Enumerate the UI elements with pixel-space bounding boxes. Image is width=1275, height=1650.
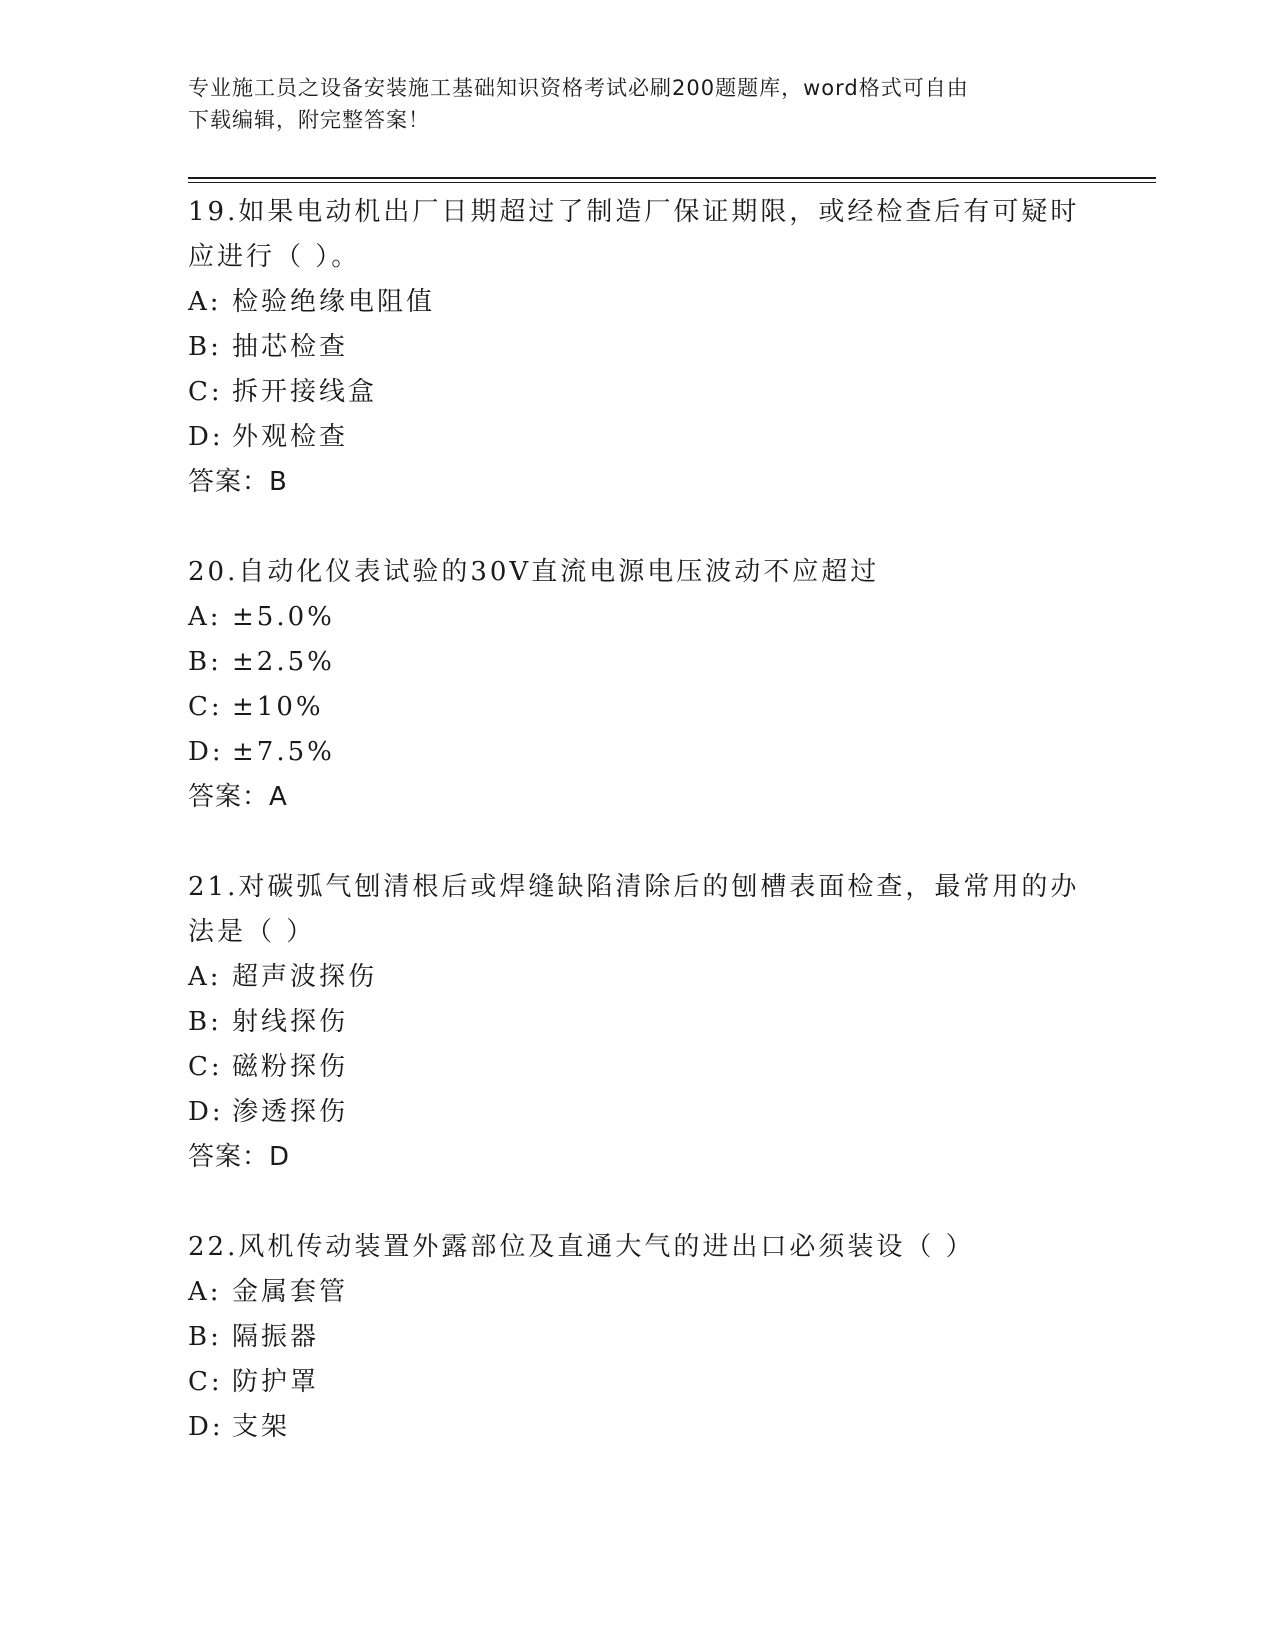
option-b — [188, 1315, 1088, 1360]
question-list — [188, 190, 1088, 1496]
question-stem-line-2: 法是（ ） — [188, 917, 316, 947]
option-d — [188, 730, 1088, 775]
option-text: ±2.5% — [232, 647, 335, 677]
option-text: ±10% — [232, 692, 324, 722]
option-letter: B: — [188, 1322, 222, 1352]
question-stem-line-1: 22.风机传动装置外露部位及直通大气的进出口必须装设（ ） — [188, 1232, 975, 1262]
option-letter: C: — [188, 377, 223, 407]
answer-line: 答案：D — [188, 1142, 291, 1172]
option-text: ±5.0% — [232, 602, 335, 632]
option-letter: C: — [188, 1367, 223, 1397]
option-text: 检验绝缘电阻值 — [232, 287, 436, 317]
option-text: 金属套管 — [232, 1277, 349, 1307]
option-text: 外观检查 — [232, 422, 349, 452]
intro-line-2: 下载编辑，附完整答案！ — [188, 108, 430, 132]
option-text: 防护罩 — [232, 1367, 320, 1397]
question-21 — [188, 865, 1088, 1179]
document-intro — [188, 72, 1088, 136]
intro-line-1: 专业施工员之设备安装施工基础知识资格考试必刷200题题库，word格式可自由 — [188, 76, 969, 100]
option-letter: D: — [188, 1412, 224, 1442]
option-letter: A: — [188, 602, 222, 632]
question-stem-line-1: 21.对碳弧气刨清根后或焊缝缺陷清除后的刨槽表面检查，最常用的办 — [188, 872, 1080, 902]
option-d — [188, 1405, 1088, 1450]
option-b — [188, 1000, 1088, 1045]
option-text: 渗透探伤 — [232, 1097, 349, 1127]
option-a — [188, 1270, 1088, 1315]
option-letter: D: — [188, 737, 224, 767]
option-d — [188, 415, 1088, 460]
option-text: 超声波探伤 — [232, 962, 378, 992]
header-divider-thick — [188, 177, 1156, 179]
question-stem-line-2: 应进行（ ）。 — [188, 242, 361, 272]
question-22 — [188, 1225, 1088, 1450]
option-letter: B: — [188, 332, 222, 362]
option-text: 射线探伤 — [232, 1007, 349, 1037]
option-letter: D: — [188, 1097, 224, 1127]
option-text: 拆开接线盒 — [232, 377, 378, 407]
option-letter: B: — [188, 647, 222, 677]
option-text: 支架 — [232, 1412, 291, 1442]
question-stem-line-1: 19.如果电动机出厂日期超过了制造厂保证期限，或经检查后有可疑时 — [188, 197, 1080, 227]
header-divider-thin — [188, 182, 1156, 183]
option-c — [188, 1045, 1088, 1090]
option-text: 隔振器 — [232, 1322, 320, 1352]
option-letter: A: — [188, 287, 222, 317]
option-text: ±7.5% — [232, 737, 335, 767]
option-text: 抽芯检查 — [232, 332, 349, 362]
option-a — [188, 595, 1088, 640]
answer-line: 答案：A — [188, 782, 288, 812]
option-text: 磁粉探伤 — [232, 1052, 349, 1082]
option-letter: D: — [188, 422, 224, 452]
option-a — [188, 280, 1088, 325]
option-c — [188, 685, 1088, 730]
question-20 — [188, 550, 1088, 819]
option-c — [188, 370, 1088, 415]
question-stem-line-1: 20.自动化仪表试验的30V直流电源电压波动不应超过 — [188, 557, 880, 587]
answer-line: 答案：B — [188, 467, 288, 497]
option-c — [188, 1360, 1088, 1405]
option-a — [188, 955, 1088, 1000]
option-d — [188, 1090, 1088, 1135]
option-letter: A: — [188, 962, 222, 992]
option-letter: A: — [188, 1277, 222, 1307]
option-b — [188, 325, 1088, 370]
option-letter: C: — [188, 692, 223, 722]
option-letter: C: — [188, 1052, 223, 1082]
option-b — [188, 640, 1088, 685]
option-letter: B: — [188, 1007, 222, 1037]
question-19 — [188, 190, 1088, 504]
